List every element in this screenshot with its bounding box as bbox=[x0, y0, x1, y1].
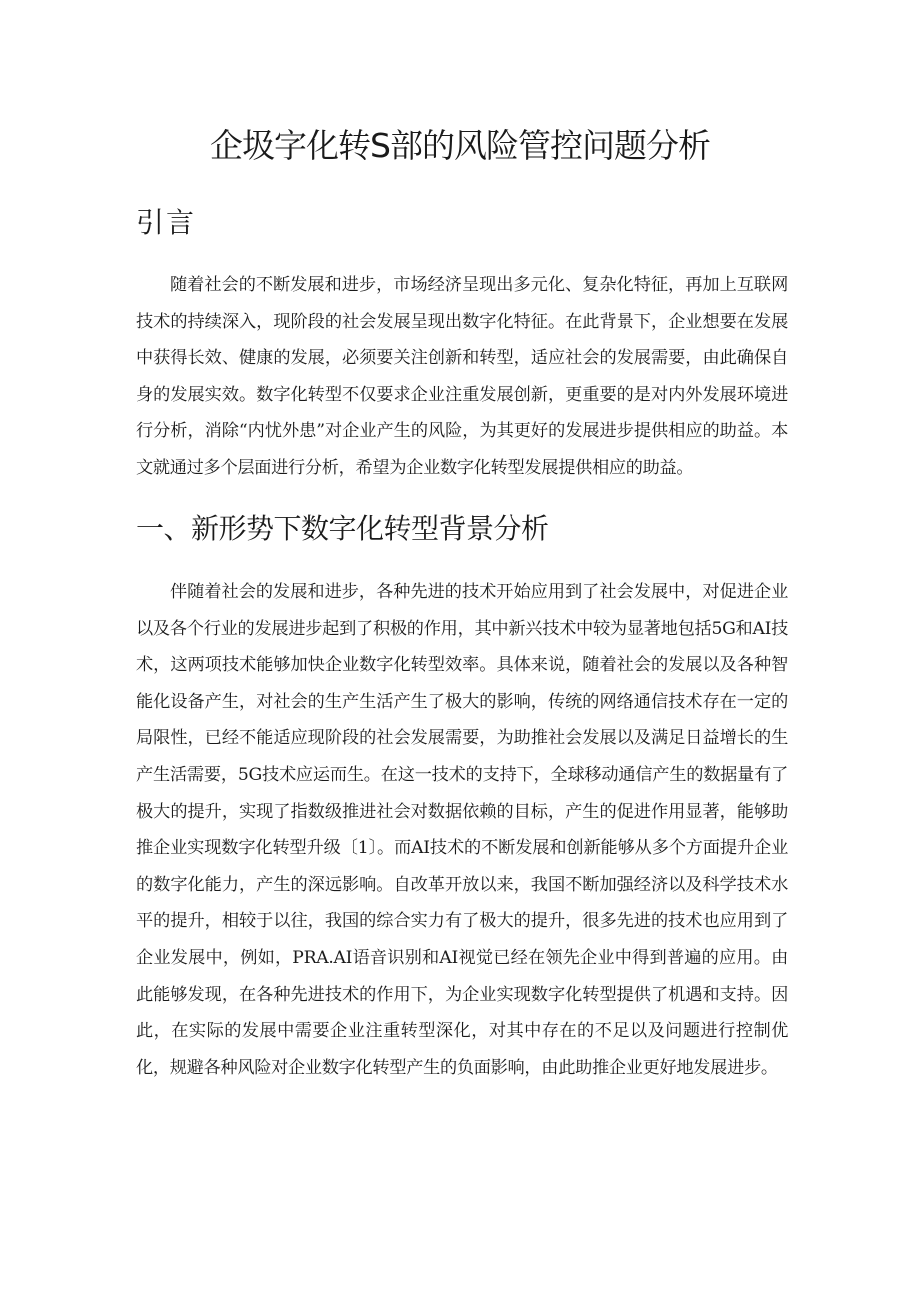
document-title: 企圾字化转S部的风险管控问题分析 bbox=[210, 126, 710, 165]
section-heading-introduction: 引言 bbox=[136, 206, 197, 239]
background-paragraph: 伴随着社会的发展和进步，各种先进的技术开始应用到了社会发展中，对促进企业以及各个行业的发展进步起到了积极的作用，其中新兴技术中较为显著地包括5G和AI技术，这两项技术能够加快企业数字化转型效率。具体来说，随着社会的发展以及各种智能化设备产生，对社会的生产生活产生了极大的影响，传统的网络通信技术存在一定的局限性，已经不能适应现阶段的社会发展需要，为助推社会发展以及满足日益增长的生产生活需要，5G技术应运而生。在这一技术的支持下，全球移动通信产生的数据量有了极大的提升，实现了指数级推进社会对数据依赖的目标，产生的促进作用显著，能够助推企业实现数字化转型升级〔1〕。而AI技术的不断发展和创新能够从多个方面提升企业的数字化能力，产生的深远影响。自改革开放以来，我国不断加强经济以及科学技术水平的提升，相较于以往，我国的综合实力有了极大的提升，很多先进的技术也应用到了企业发展中，例如，PRA.AI语音识别和AI视觉已经在领先企业中得到普遍的应用。由此能够发现，在各种先进技术的作用下，为企业实现数字化转型提供了机遇和支持。因此，在实际的发展中需要企业注重转型深化，对其中存在的不足以及问题进行控制优化，规避各种风险对企业数字化转型产生的负面影响，由此助推企业更好地发展进步。 bbox=[136, 582, 788, 1078]
introduction-paragraph: 随着社会的不断发展和进步，市场经济呈现出多元化、复杂化特征，再加上互联网技术的持续深入，现阶段的社会发展呈现出数字化特征。在此背景下，企业想要在发展中获得长效、健康的发展，必须要关注创新和转型，适应社会的发展需要，由此确保自身的发展实效。数字化转型不仅要求企业注重发展创新，更重要的是对内外发展环境进行分析，消除“内忧外患”对企业产生的风险，为其更好的发展进步提供相应的助益。本文就通过多个层面进行分析，希望为企业数字化转型发展提供相应的助益。 bbox=[136, 275, 788, 478]
section-heading-background: 一、新形势下数字化转型背景分析 bbox=[136, 512, 549, 545]
